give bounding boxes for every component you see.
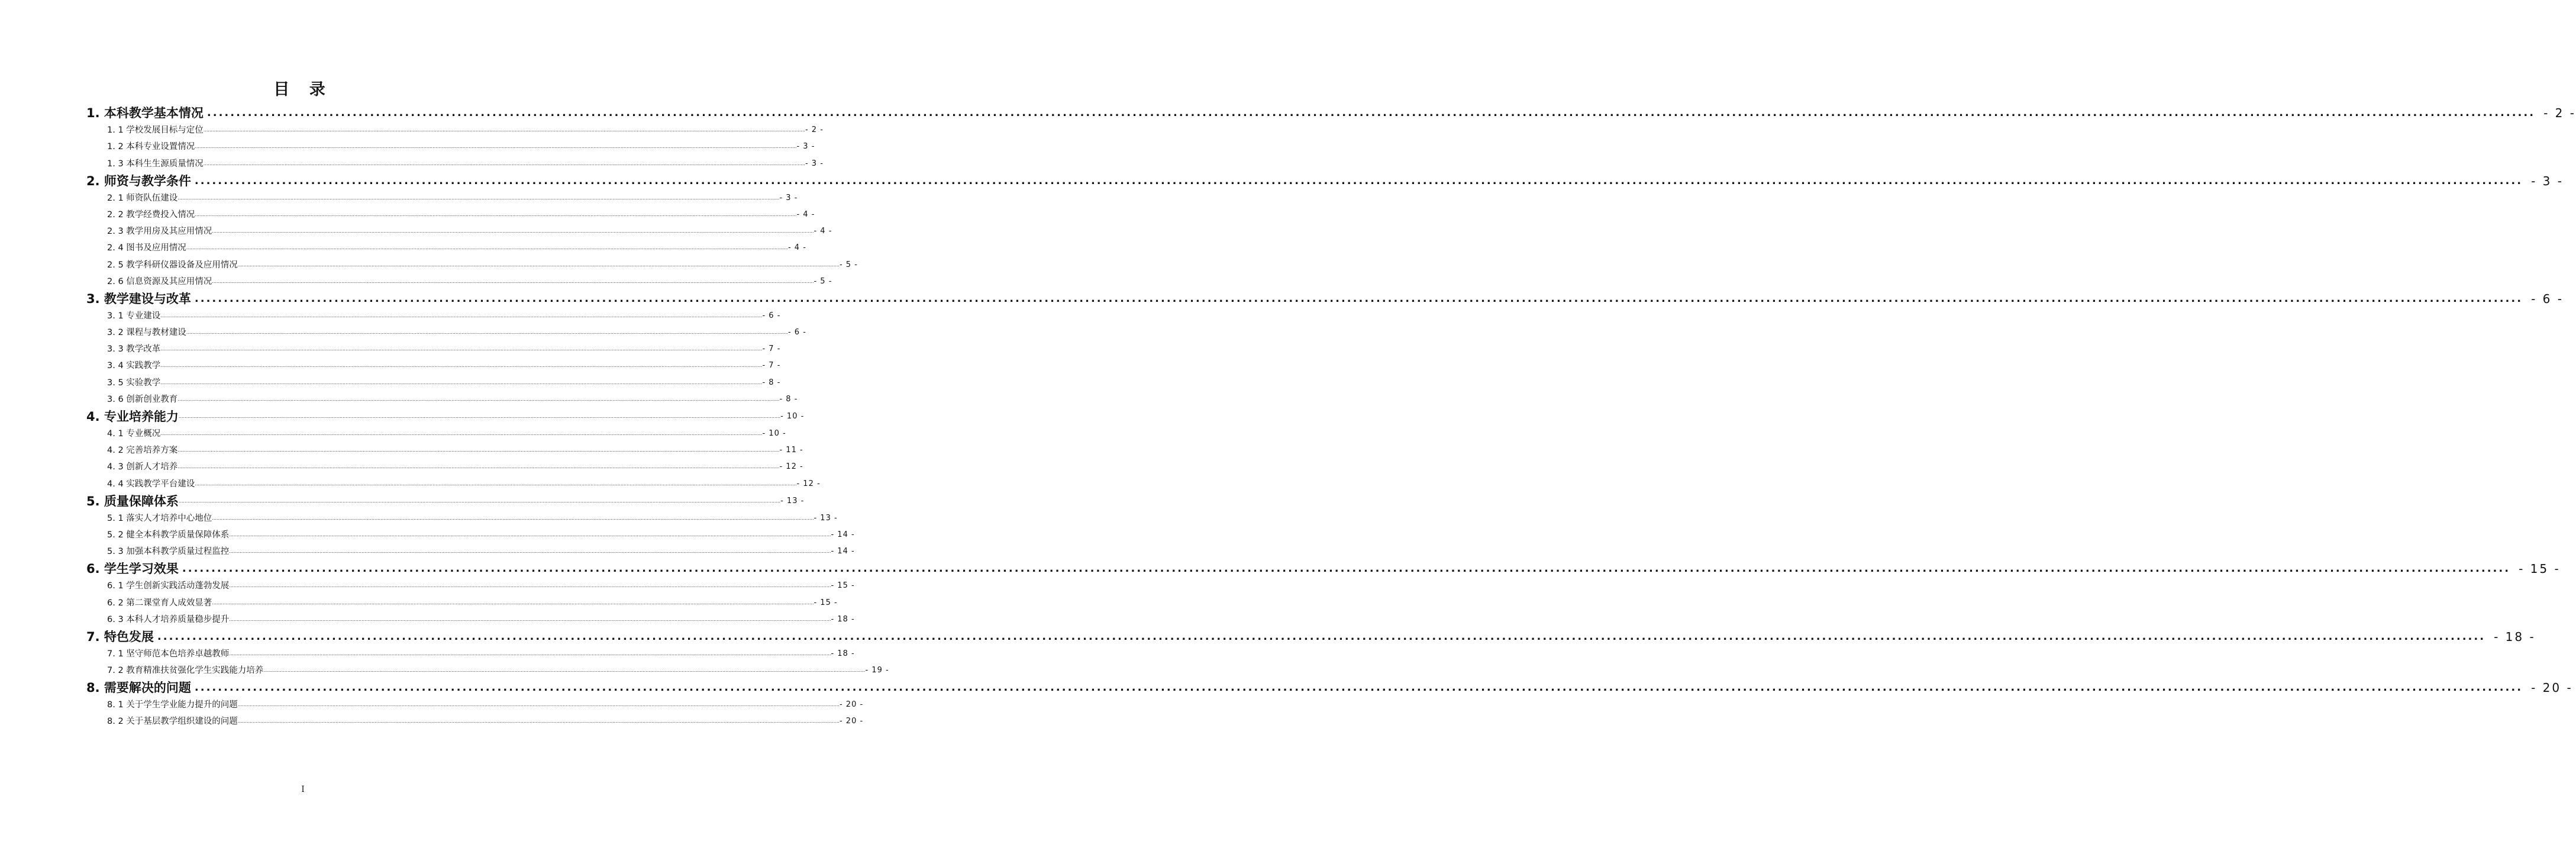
toc-section-entry[interactable]: [86, 240, 806, 256]
toc-entry-label: 1. 1 学校发展目标与定位: [107, 125, 204, 136]
toc-entry-page: - 7 -: [762, 344, 781, 354]
toc-entry-page: - 5 -: [814, 276, 832, 286]
toc-section-entry[interactable]: [86, 374, 781, 391]
toc-entry-page: - 12 -: [779, 462, 803, 472]
toc-dot-leader: ................................................................................................................................................................................................................................................................................................................................................................................................................: [212, 228, 814, 234]
toc-entry-page: - 13 -: [814, 513, 838, 523]
toc-entry-page: - 18 -: [831, 649, 855, 658]
toc-dot-leader: ................................................................................................................................................................................................................................................................................................................................................................................................................: [194, 174, 2523, 187]
toc-section-entry[interactable]: [86, 341, 781, 357]
table-of-contents: [86, 104, 2576, 730]
toc-entry-label: 5. 1 落实人才培养中心地位: [107, 513, 212, 523]
toc-dot-leader: ................................................................................................................................................................................................................................................................................................................................................................................................................: [203, 160, 805, 166]
toc-entry-label: 1. 本科教学基本情况: [86, 106, 204, 120]
toc-dot-leader: ................................................................................................................................................................................................................................................................................................................................................................................................................: [194, 292, 2523, 305]
toc-entry-page: - 4 -: [814, 227, 832, 236]
toc-entry-page: - 3 -: [779, 193, 798, 202]
toc-dot-leader: ................................................................................................................................................................................................................................................................................................................................................................................................................: [237, 262, 840, 268]
toc-section-entry[interactable]: [86, 697, 864, 713]
toc-entry-label: 3. 3 教学改革: [107, 344, 161, 355]
page-number: I: [301, 785, 305, 794]
toc-dot-leader: ................................................................................................................................................................................................................................................................................................................................................................................................................: [263, 668, 866, 674]
toc-entry-label: 8. 2 关于基层教学组织建设的问题: [107, 717, 238, 727]
toc-entry-page: - 10 -: [780, 411, 805, 421]
toc-dot-leader: ................................................................................................................................................................................................................................................................................................................................................................................................................: [182, 562, 2511, 575]
toc-entry-label: 6. 3 本科人才培养质量稳步提升: [107, 614, 230, 624]
toc-entry-page: - 6 -: [2531, 291, 2564, 306]
toc-chapter-entry[interactable]: [86, 172, 2564, 190]
toc-entry-label: 4. 4 实践教学平台建设: [107, 479, 195, 489]
toc-dot-leader: ................................................................................................................................................................................................................................................................................................................................................................................................................: [160, 431, 763, 436]
toc-chapter-entry[interactable]: [86, 290, 2564, 308]
toc-dot-leader: ................................................................................................................................................................................................................................................................................................................................................................................................................: [203, 127, 805, 133]
toc-entry-page: - 18 -: [831, 614, 855, 624]
toc-entry-label: 2. 6 信息资源及其应用情况: [107, 276, 212, 286]
toc-entry-label: 6. 2 第二课堂育人成效显著: [107, 598, 212, 608]
toc-dot-leader: ................................................................................................................................................................................................................................................................................................................................................................................................................: [237, 702, 840, 708]
toc-section-entry[interactable]: [86, 459, 803, 475]
toc-section-entry[interactable]: [86, 611, 855, 628]
toc-dot-leader: ................................................................................................................................................................................................................................................................................................................................................................................................................: [195, 211, 797, 217]
toc-chapter-entry[interactable]: [86, 408, 805, 426]
toc-dot-leader: ................................................................................................................................................................................................................................................................................................................................................................................................................: [229, 549, 831, 555]
toc-section-entry[interactable]: [86, 391, 798, 408]
toc-section-entry[interactable]: [86, 578, 855, 594]
toc-section-entry[interactable]: [86, 256, 858, 273]
toc-section-entry[interactable]: [86, 357, 781, 374]
toc-entry-page: - 10 -: [762, 429, 786, 438]
toc-entry-page: - 20 -: [839, 717, 864, 726]
toc-dot-leader: ................................................................................................................................................................................................................................................................................................................................................................................................................: [212, 278, 814, 284]
toc-section-entry[interactable]: [86, 475, 821, 492]
toc-dot-leader: ................................................................................................................................................................................................................................................................................................................................................................................................................: [160, 379, 763, 385]
toc-dot-leader: ................................................................................................................................................................................................................................................................................................................................................................................................................: [229, 583, 831, 589]
toc-entry-label: 7. 2 教育精准扶贫强化学生实践能力培养: [107, 666, 264, 676]
toc-entry-label: 2. 1 师资队伍建设: [107, 193, 178, 203]
toc-dot-leader: ................................................................................................................................................................................................................................................................................................................................................................................................................: [186, 330, 788, 336]
toc-dot-leader: ................................................................................................................................................................................................................................................................................................................................................................................................................: [229, 650, 831, 656]
toc-section-entry[interactable]: [86, 223, 832, 240]
toc-entry-page: - 19 -: [865, 666, 889, 675]
toc-entry-page: - 14 -: [831, 530, 855, 539]
toc-chapter-entry[interactable]: [86, 492, 805, 510]
toc-chapter-entry[interactable]: [86, 628, 2536, 646]
toc-dot-leader: ................................................................................................................................................................................................................................................................................................................................................................................................................: [157, 630, 2486, 643]
toc-entry-page: - 3 -: [2531, 173, 2564, 188]
toc-entry-label: 3. 5 实验教学: [107, 378, 161, 388]
toc-section-entry[interactable]: [86, 527, 855, 543]
toc-dot-leader: ................................................................................................................................................................................................................................................................................................................................................................................................................: [195, 481, 797, 487]
toc-entry-label: 8. 1 关于学生学业能力提升的问题: [107, 700, 238, 710]
toc-chapter-entry[interactable]: [86, 104, 2576, 122]
toc-entry-label: 3. 1 专业建设: [107, 311, 161, 321]
toc-entry-page: - 15 -: [831, 581, 855, 591]
toc-entry-page: - 11 -: [779, 446, 803, 455]
toc-entry-label: 4. 专业培养能力: [86, 409, 179, 424]
toc-dot-leader: ................................................................................................................................................................................................................................................................................................................................................................................................................: [177, 464, 780, 470]
toc-entry-page: - 3 -: [805, 159, 824, 168]
toc-dot-leader: ................................................................................................................................................................................................................................................................................................................................................................................................................: [177, 195, 780, 201]
toc-entry-page: - 20 -: [839, 700, 864, 710]
toc-entry-label: 5. 质量保障体系: [86, 494, 179, 508]
toc-entry-page: - 12 -: [796, 479, 821, 488]
toc-section-entry[interactable]: [86, 594, 838, 611]
toc-dot-leader: ................................................................................................................................................................................................................................................................................................................................................................................................................: [195, 144, 797, 150]
toc-section-entry[interactable]: [86, 190, 798, 207]
toc-chapter-entry[interactable]: [86, 560, 2561, 578]
page-title: 目 录: [273, 80, 333, 99]
toc-section-entry[interactable]: [86, 543, 855, 560]
toc-section-entry[interactable]: [86, 122, 824, 138]
toc-entry-page: - 4 -: [796, 210, 815, 219]
toc-section-entry[interactable]: [86, 273, 832, 290]
toc-dot-leader: ................................................................................................................................................................................................................................................................................................................................................................................................................: [194, 681, 2523, 694]
toc-entry-label: 5. 2 健全本科教学质量保障体系: [107, 530, 230, 540]
toc-dot-leader: ................................................................................................................................................................................................................................................................................................................................................................................................................: [212, 600, 814, 605]
toc-entry-label: 2. 4 图书及应用情况: [107, 243, 186, 253]
toc-entry-page: - 8 -: [762, 378, 781, 387]
toc-entry-page: - 3 -: [796, 142, 815, 152]
toc-dot-leader: ................................................................................................................................................................................................................................................................................................................................................................................................................: [177, 447, 780, 453]
toc-entry-page: - 6 -: [787, 328, 806, 337]
toc-section-entry[interactable]: [86, 713, 864, 730]
toc-entry-page: - 8 -: [779, 394, 798, 404]
toc-dot-leader: ................................................................................................................................................................................................................................................................................................................................................................................................................: [186, 245, 788, 251]
toc-section-entry[interactable]: [86, 138, 815, 155]
toc-entry-label: 7. 特色发展: [86, 629, 154, 644]
toc-dot-leader: ................................................................................................................................................................................................................................................................................................................................................................................................................: [229, 531, 831, 537]
toc-entry-page: - 4 -: [787, 243, 806, 253]
toc-entry-label: 2. 3 教学用房及其应用情况: [107, 227, 212, 237]
toc-section-entry[interactable]: [86, 662, 889, 679]
toc-section-entry[interactable]: [86, 510, 838, 527]
toc-entry-label: 7. 1 坚守师范本色培养卓越教师: [107, 649, 230, 659]
toc-dot-leader: ................................................................................................................................................................................................................................................................................................................................................................................................................: [177, 396, 780, 402]
toc-entry-label: 3. 6 创新创业教育: [107, 394, 178, 404]
toc-entry-page: - 14 -: [831, 547, 855, 556]
toc-entry-page: - 20 -: [2531, 681, 2573, 695]
toc-chapter-entry[interactable]: [86, 679, 2573, 697]
toc-dot-leader: ................................................................................................................................................................................................................................................................................................................................................................................................................: [206, 107, 2536, 119]
toc-dot-leader: ................................................................................................................................................................................................................................................................................................................................................................................................................: [178, 413, 781, 419]
toc-entry-label: 1. 2 本科专业设置情况: [107, 142, 195, 152]
toc-entry-page: - 15 -: [2519, 562, 2561, 576]
toc-entry-label: 4. 1 专业概况: [107, 429, 161, 439]
toc-dot-leader: ................................................................................................................................................................................................................................................................................................................................................................................................................: [160, 346, 763, 352]
toc-entry-page: - 5 -: [839, 260, 858, 269]
toc-entry-label: 4. 3 创新人才培养: [107, 462, 178, 472]
toc-section-entry[interactable]: [86, 426, 786, 442]
toc-entry-label: 2. 师资与教学条件: [86, 173, 191, 188]
toc-entry-label: 3. 2 课程与教材建设: [107, 328, 186, 338]
toc-dot-leader: ................................................................................................................................................................................................................................................................................................................................................................................................................: [212, 515, 814, 521]
toc-entry-page: - 7 -: [762, 361, 781, 370]
toc-dot-leader: ................................................................................................................................................................................................................................................................................................................................................................................................................: [237, 719, 840, 724]
toc-entry-label: 3. 4 实践教学: [107, 361, 161, 371]
toc-entry-label: 2. 5 教学科研仪器设备及应用情况: [107, 260, 238, 270]
toc-section-entry[interactable]: [86, 155, 824, 172]
toc-entry-label: 5. 3 加强本科教学质量过程监控: [107, 547, 230, 557]
toc-section-entry[interactable]: [86, 442, 803, 459]
toc-entry-label: 6. 1 学生创新实践活动蓬勃发展: [107, 581, 230, 591]
toc-section-entry[interactable]: [86, 308, 781, 324]
toc-dot-leader: ................................................................................................................................................................................................................................................................................................................................................................................................................: [229, 616, 831, 622]
toc-entry-page: - 13 -: [780, 496, 805, 505]
toc-entry-page: - 15 -: [814, 598, 838, 607]
toc-entry-label: 2. 2 教学经费投入情况: [107, 210, 195, 220]
toc-entry-label: 1. 3 本科生生源质量情况: [107, 159, 204, 169]
toc-entry-label: 8. 需要解决的问题: [86, 681, 191, 695]
toc-entry-label: 4. 2 完善培养方案: [107, 446, 178, 456]
toc-section-entry[interactable]: [86, 207, 815, 223]
toc-entry-page: - 2 -: [805, 125, 824, 135]
toc-section-entry[interactable]: [86, 324, 806, 341]
toc-entry-page: - 18 -: [2494, 629, 2536, 644]
toc-dot-leader: ................................................................................................................................................................................................................................................................................................................................................................................................................: [160, 363, 763, 369]
toc-entry-label: 6. 学生学习效果: [86, 562, 179, 576]
toc-entry-page: - 6 -: [762, 311, 781, 320]
toc-dot-leader: ................................................................................................................................................................................................................................................................................................................................................................................................................: [178, 498, 781, 504]
toc-entry-label: 3. 教学建设与改革: [86, 291, 191, 306]
toc-section-entry[interactable]: [86, 646, 855, 662]
toc-entry-page: - 2 -: [2543, 106, 2576, 120]
toc-dot-leader: ................................................................................................................................................................................................................................................................................................................................................................................................................: [160, 312, 763, 318]
